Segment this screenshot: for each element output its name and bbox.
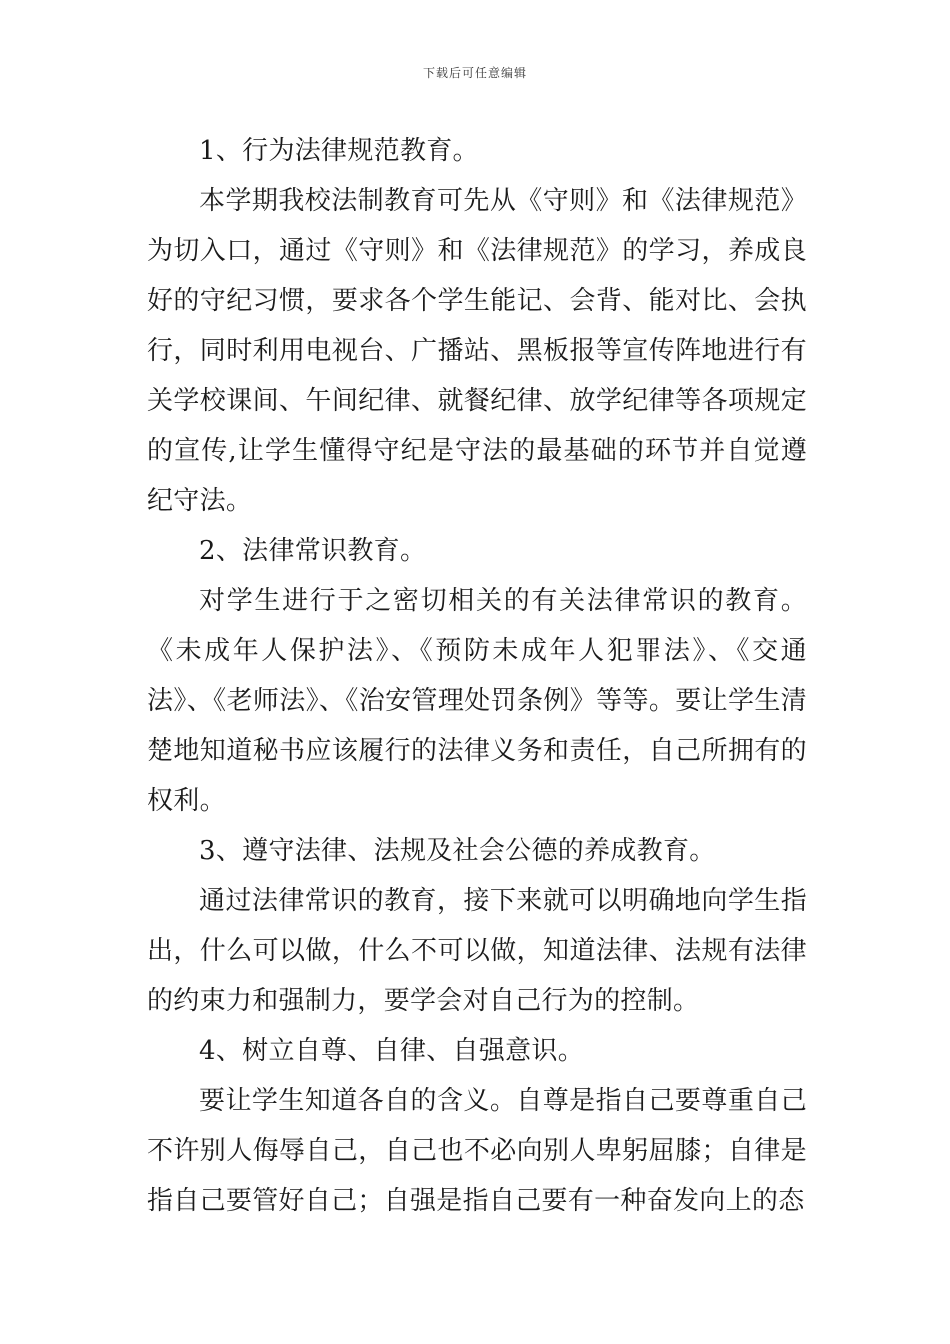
section-heading-3: 3、遵守法律、法规及社会公德的养成教育。	[199, 836, 716, 866]
paragraph-1: 本学期我校法制教育可先从《守则》和《法律规范》为切入口，通过《守则》和《法律规范》的学习，养成良好的守纪习惯，要求各个学生能记、会背、能对比、会执行，同时利用电视台、广播站、黑板报等宣传阵地进行有关学校课间、午间纪律、就餐纪律、放学纪律等各项规定的宣传,让学生懂得守纪是守法的最基础的环节并自觉遵纪守法。	[147, 186, 807, 516]
document-body	[147, 126, 807, 1226]
page-header-note: 下载后可任意编辑	[422, 66, 527, 80]
section-heading-1: 1、行为法律规范教育。	[199, 136, 479, 166]
paragraph-4: 要让学生知道各自的含义。自尊是指自己要尊重自己不许别人侮辱自己，自己也不必向别人卑躬屈膝；自律是指自己要管好自己；自强是指自己要有一种奋发向上的态	[147, 1086, 807, 1216]
section-heading-2: 2、法律常识教育。	[199, 536, 427, 566]
section-heading-4: 4、树立自尊、自律、自强意识。	[199, 1036, 585, 1066]
paragraph-3: 通过法律常识的教育，接下来就可以明确地向学生指出，什么可以做，什么不可以做，知道法律、法规有法律的约束力和强制力，要学会对自己行为的控制。	[147, 886, 807, 1016]
paragraph-2: 对学生进行于之密切相关的有关法律常识的教育。《未成年人保护法》、《预防未成年人犯罪法》、《交通法》、《老师法》、《治安管理处罚条例》等等。要让学生清楚地知道秘书应该履行的法律义务和责任，自己所拥有的权利。	[147, 586, 807, 816]
